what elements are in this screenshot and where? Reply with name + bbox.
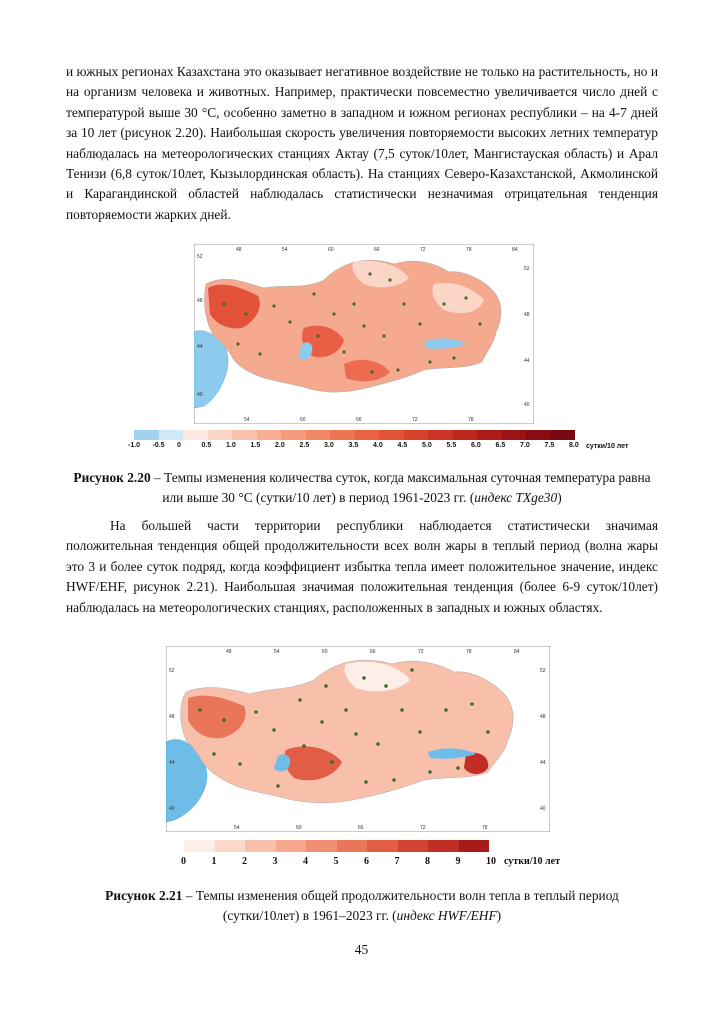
paragraph-1 xyxy=(66,62,658,225)
lat-label: 52 xyxy=(540,668,546,674)
caption-index: индекс TXge30 xyxy=(474,490,558,505)
top-lon-label: 54 xyxy=(274,649,280,655)
legend-color-cell xyxy=(459,840,490,852)
legend-color-cell xyxy=(453,430,478,440)
bottom-lon-label: 72 xyxy=(420,825,426,831)
legend-value-label: 1 xyxy=(211,856,217,867)
top-lon-label: 78 xyxy=(466,247,472,253)
bottom-lon-label: 66 xyxy=(356,417,362,423)
legend-value-label: 8 xyxy=(425,856,430,867)
bottom-lon-label: 60 xyxy=(296,825,302,831)
top-lon-label: 48 xyxy=(236,247,242,253)
lat-label: 40 xyxy=(169,806,175,812)
legend-value-label: 4 xyxy=(303,856,308,867)
bottom-lon-label: 60 xyxy=(300,417,306,423)
legend-color-cell xyxy=(404,430,429,440)
legend-color-cell xyxy=(355,430,380,440)
map-txge30 xyxy=(194,244,534,424)
legend-color-cell xyxy=(184,840,215,852)
lat-label: 48 xyxy=(197,298,203,304)
legend-value-label: 7.5 xyxy=(544,442,555,449)
lat-label: 44 xyxy=(540,760,546,766)
bottom-lon-label: 78 xyxy=(482,825,488,831)
paragraph-1-text: и южных регионах Казахстана это оказывает негативное воздействие не только на растительность, но и на организм человека и животных. Например, практически повсеместно увеличивается число дней с температурой выше 30 °С, особенно заметно в западном и южном регионах республики – на 4-7 дней за 10 лет (рисунок 2.20). Наибольшая скорость увеличения повторяемости высоких летних температур наблюдалась на метеорологических станциях Актау (7,5 суток/10лет, Мангистауская область) и Арал Тенизи (6,8 суток/10лет, Кызылординская область). На станциях Северо-Казахстанской, Акмолинской и Карагандинской областей наблюдалась статистически незначимая отрицательная тенденция повторяемости жарких дней. xyxy=(66,64,658,222)
top-lon-label: 60 xyxy=(322,649,328,655)
top-lon-label: 78 xyxy=(466,649,472,655)
legend-color-cell xyxy=(134,430,159,440)
legend-unit: сутки/10 лет xyxy=(504,856,560,867)
legend-color-cell xyxy=(306,430,331,440)
legend-color-cell xyxy=(502,430,527,440)
figure-2-21 xyxy=(166,646,550,832)
bottom-lon-label: 78 xyxy=(468,417,474,423)
legend-value-label: 0.5 xyxy=(201,442,212,449)
legend-hwf-ehf xyxy=(181,840,584,874)
legend-value-label: -1.0 xyxy=(128,442,141,449)
legend-color-cell xyxy=(337,840,368,852)
legend-color-cell xyxy=(367,840,398,852)
legend-value-label: 4.0 xyxy=(373,442,383,449)
top-lon-label: 66 xyxy=(374,247,380,253)
legend-color-cell xyxy=(306,840,337,852)
legend-color-cell xyxy=(208,430,233,440)
bottom-lon-label: 54 xyxy=(244,417,250,423)
legend-color-cell xyxy=(232,430,257,440)
legend-value-label: 6 xyxy=(364,856,369,867)
legend-color-cell xyxy=(281,430,306,440)
lat-label: 44 xyxy=(169,760,175,766)
legend-value-label: 9 xyxy=(455,856,461,867)
lat-label: 48 xyxy=(524,312,530,318)
top-lon-label: 66 xyxy=(370,649,376,655)
lat-label: 52 xyxy=(169,668,175,674)
legend-value-label: 4.5 xyxy=(397,442,408,449)
lat-label: 40 xyxy=(197,392,203,398)
legend-color-cell xyxy=(428,840,459,852)
legend-color-cell xyxy=(398,840,429,852)
legend-value-label: 7.0 xyxy=(520,442,530,449)
lat-label: 48 xyxy=(169,714,175,720)
caption-label: Рисунок 2.21 xyxy=(105,888,183,903)
paragraph-2 xyxy=(66,516,658,618)
legend-color-cell xyxy=(551,430,576,440)
top-lon-label: 60 xyxy=(328,247,334,253)
top-lon-label: 84 xyxy=(514,649,520,655)
lat-label: 40 xyxy=(524,402,530,408)
legend-value-label: 8.0 xyxy=(569,442,579,449)
legend-color-cell xyxy=(257,430,282,440)
legend-color-cell xyxy=(428,430,453,440)
legend-color-cell xyxy=(526,430,551,440)
lat-label: 52 xyxy=(197,254,203,260)
legend-value-label: 2.0 xyxy=(275,442,285,449)
legend-color-cell xyxy=(159,430,184,440)
figure-2-20-caption xyxy=(66,468,658,508)
legend-txge30 xyxy=(128,430,654,452)
bottom-lon-label: 72 xyxy=(412,417,418,423)
legend-value-label: -0.5 xyxy=(152,442,165,449)
legend-value-label: 3.5 xyxy=(348,442,359,449)
legend-value-label: 0 xyxy=(181,856,186,867)
legend-color-cell xyxy=(330,430,355,440)
bottom-lon-label: 54 xyxy=(234,825,240,831)
lat-label: 44 xyxy=(524,358,530,364)
figure-2-20 xyxy=(194,244,534,424)
lat-label: 40 xyxy=(540,806,546,812)
legend-color-cell xyxy=(276,840,307,852)
page-number: 45 xyxy=(354,942,369,957)
legend-value-label: 1.5 xyxy=(250,442,261,449)
top-lon-label: 72 xyxy=(420,247,426,253)
legend-value-label: 6.0 xyxy=(471,442,481,449)
legend-value-label: 7 xyxy=(394,856,400,867)
lat-label: 48 xyxy=(540,714,546,720)
bottom-lon-label: 66 xyxy=(358,825,364,831)
caption-text: – Темпы изменения общей продолжительности волн тепла в теплый период (сутки/10лет) в 1961–2023 гг. ( xyxy=(182,888,619,923)
legend-value-label: 5.0 xyxy=(422,442,432,449)
top-lon-label: 48 xyxy=(226,649,232,655)
legend-color-cell xyxy=(183,430,208,440)
lat-label: 44 xyxy=(197,344,203,350)
legend-value-label: 3 xyxy=(272,856,278,867)
legend-value-label: 1.0 xyxy=(226,442,236,449)
paragraph-2-text: На большей части территории республики наблюдается статистически значимая положительная тенденция общей продолжительности всех волн жары в теплый период (волна жары это 3 и более суток подряд, когда коэффициент избытка тепла имеет положительное значение, индекс HWF/EHF, рисунок 2.21). Наибольшая значимая положительная тенденция (более 6-9 суток/10лет) наблюдалась на метеорологических станциях, расположенных в западных и южных областях. xyxy=(66,518,658,615)
legend-value-label: 2.5 xyxy=(299,442,310,449)
legend-unit: сутки/10 лет xyxy=(586,443,629,450)
lat-label: 52 xyxy=(524,266,530,272)
legend-color-cell xyxy=(215,840,246,852)
legend-value-label: 6.5 xyxy=(495,442,506,449)
caption-label: Рисунок 2.20 xyxy=(73,470,151,485)
caption-index: индекс HWF/EHF xyxy=(396,908,497,923)
map-hwf-ehf xyxy=(166,646,550,832)
top-lon-label: 84 xyxy=(512,247,518,253)
legend-value-label: 3.0 xyxy=(324,442,334,449)
legend-value-label: 5 xyxy=(333,856,339,867)
legend-color-cell xyxy=(477,430,502,440)
top-lon-label: 54 xyxy=(282,247,288,253)
legend-value-label: 0 xyxy=(177,442,181,449)
legend-value-label: 5.5 xyxy=(446,442,457,449)
caption-end: ) xyxy=(557,490,562,505)
legend-value-label: 2 xyxy=(242,856,247,867)
figure-2-21-caption xyxy=(66,886,658,926)
caption-end: ) xyxy=(496,908,502,923)
legend-value-label: 10 xyxy=(486,856,496,867)
legend-color-cell xyxy=(245,840,276,852)
top-lon-label: 72 xyxy=(418,649,424,655)
legend-color-cell xyxy=(379,430,404,440)
caption-text: – Темпы изменения количества суток, когда максимальная суточная температура равна или выше 30 °С (сутки/10 лет) в период 1961-2023 гг. ( xyxy=(150,470,651,505)
